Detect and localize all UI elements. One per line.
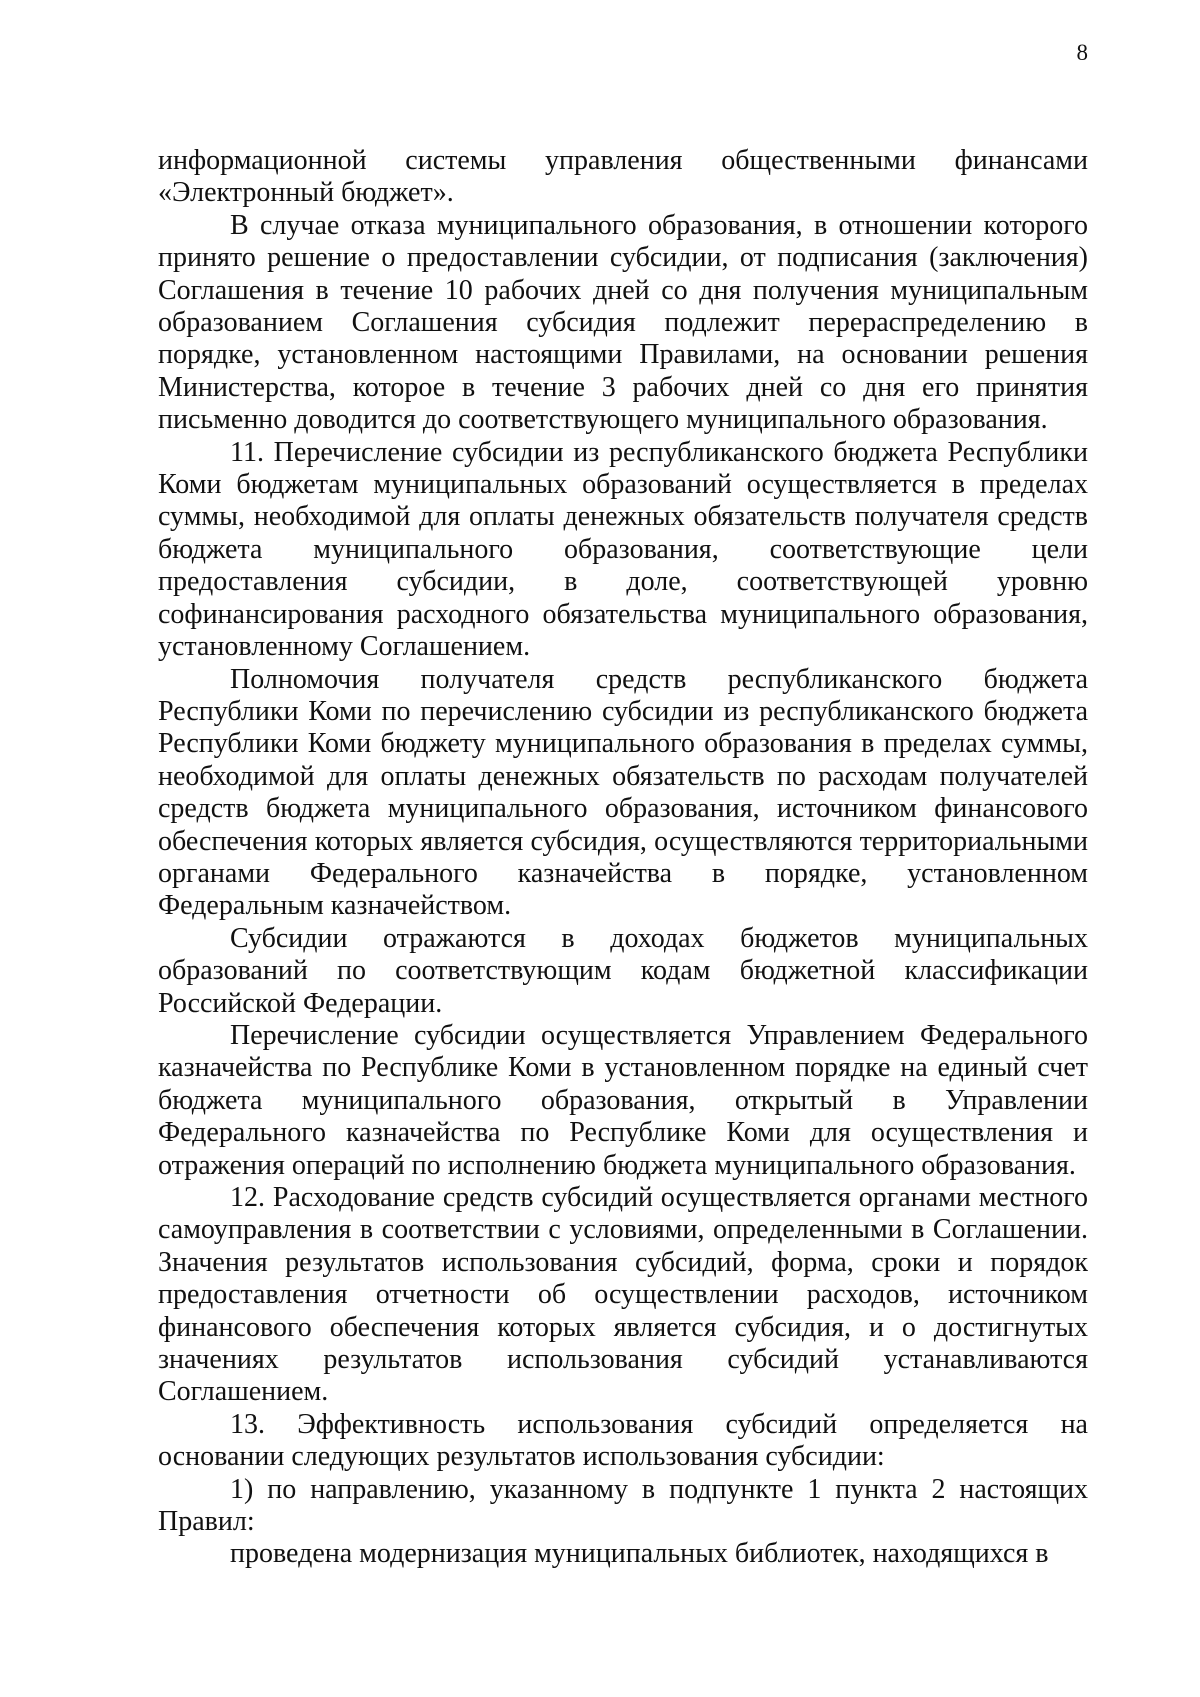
paragraph-library-modernization: проведена модернизация муниципальных библиотек, находящихся в	[230, 1538, 1049, 1570]
paragraph-transfer-treasury: Перечисление субсидии осуществляется Управлением Федерального казначейства по Республике Коми в установленном порядке на единый счет бюджета муниципального образования, открытый в Управлении Федерального казначейства по Республике Коми для осуществления и отражения операций по исполнению бюджета муниципального образования.	[158, 1019, 1088, 1181]
paragraph-item-11: 11. Перечисление субсидии из республиканского бюджета Республики Коми бюджетам муниципальных образований осуществляется в пределах суммы, необходимой для оплаты денежных обязательств получателя средств бюджета муниципального образования, соответствующие цели предоставления субсидии, в доле, соответствующей уровню софинансирования расходного обязательства муниципального образования, установленному Соглашением.	[158, 436, 1088, 663]
paragraph-subitem-1: 1) по направлению, указанному в подпункте 1 пункта 2 настоящих Правил:	[158, 1473, 1088, 1538]
paragraph-continuation: информационной системы управления общественными финансами «Электронный бюджет».	[158, 145, 1088, 209]
document-body	[158, 145, 1088, 1571]
page-number: 8	[1076, 40, 1088, 65]
paragraph-refusal-agreement: В случае отказа муниципального образования, в отношении которого принято решение о предоставлении субсидии, от подписания (заключения) Соглашения в течение 10 рабочих дней со дня получения муниципальным образованием Соглашения субсидия подлежит перераспределению в порядке, установленном настоящими Правилами, на основании решения Министерства, которое в течение 3 рабочих дней со дня его принятия письменно доводится до соответствующего муниципального образования.	[158, 209, 1088, 436]
paragraph-item-13: 13. Эффективность использования субсидий определяется на основании следующих результатов использования субсидии:	[158, 1408, 1088, 1473]
paragraph-subsidies-reflected: Субсидии отражаются в доходах бюджетов муниципальных образований по соответствующим кодам бюджетной классификации Российской Федерации.	[158, 922, 1088, 1019]
paragraph-powers-recipient: Полномочия получателя средств республиканского бюджета Республики Коми по перечислению субсидии из республиканского бюджета Республики Коми бюджету муниципального образования в пределах суммы, необходимой для оплаты денежных обязательств по расходам получателей средств бюджета муниципального образования, источником финансового обеспечения которых является субсидия, осуществляются территориальными органами Федерального казначейства в порядке, установленном Федеральным казначейством.	[158, 663, 1088, 922]
paragraph-item-12: 12. Расходование средств субсидий осуществляется органами местного самоуправления в соответствии с условиями, определенными в Соглашении. Значения результатов использования субсидий, форма, сроки и порядок предоставления отчетности об осуществлении расходов, источником финансового обеспечения которых является субсидия, и о достигнутых значениях результатов использования субсидий устанавливаются Соглашением.	[158, 1182, 1088, 1408]
